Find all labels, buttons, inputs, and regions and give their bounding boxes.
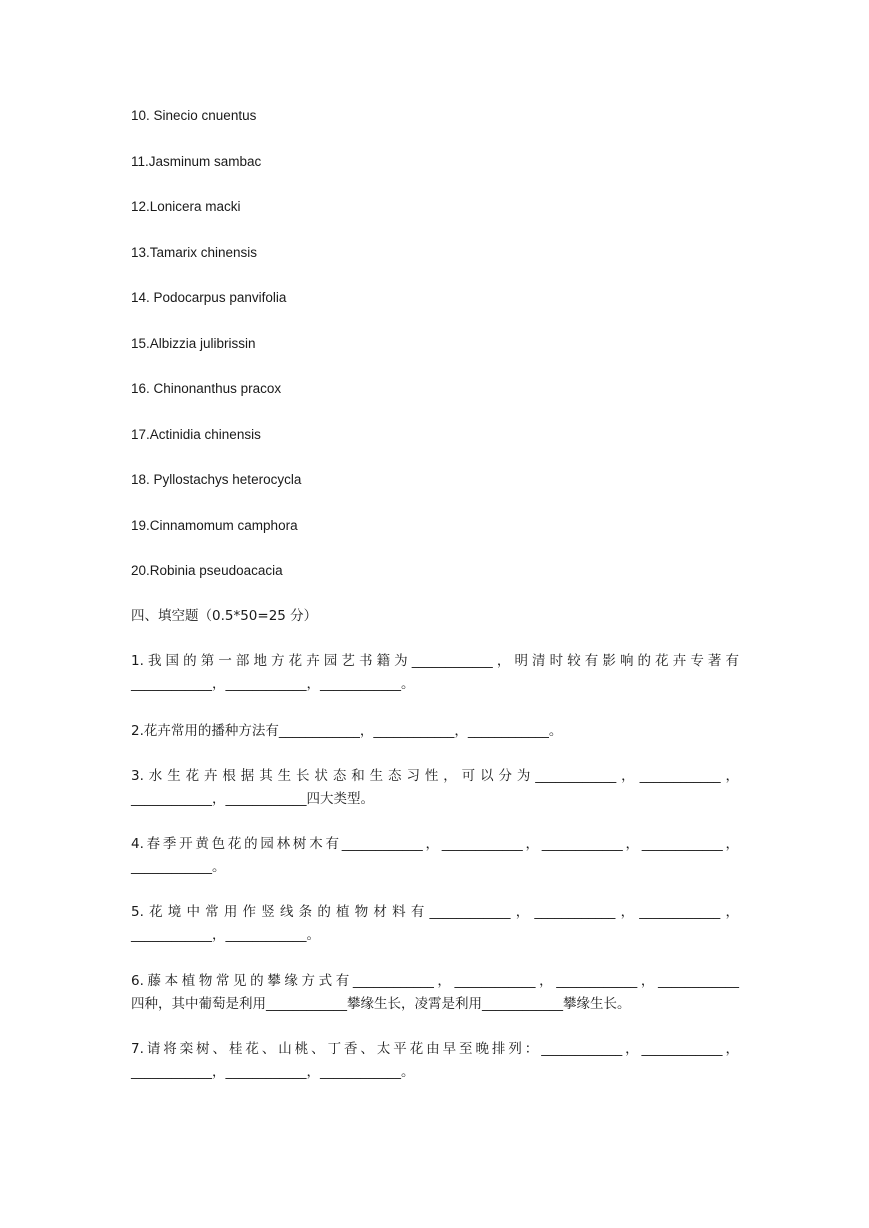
- plant-name-item: 20.Robinia pseudoacacia: [131, 563, 283, 578]
- question-line: ____________，____________。: [131, 927, 320, 943]
- question-line: 4.春季开黄色花的园林树木有____________，____________，____________，____________，: [131, 836, 739, 852]
- question-line: 5.花境中常用作竖线条的植物材料有____________，____________，____________，: [131, 904, 739, 920]
- fill-blank-question: [131, 720, 739, 743]
- fill-blank-question: [131, 650, 739, 696]
- plant-name-item: 16. Chinonanthus pracox: [131, 381, 282, 396]
- question-line: 7.请将栾树、桂花、山桃、丁香、太平花由早至晚排列：____________，____________，: [131, 1041, 739, 1057]
- question-line: 2.花卉常用的播种方法有____________，____________，____________。: [131, 723, 563, 739]
- plant-name-item: 14. Podocarpus panvifolia: [131, 290, 287, 305]
- question-line: 6.藤本植物常见的攀缘方式有____________，____________，____________，____________: [131, 973, 739, 989]
- plant-name-item: 11.Jasminum sambac: [131, 154, 262, 169]
- question-line: 四种，其中葡萄是利用____________攀缘生长，凌霄是利用____________攀缘生长。: [131, 996, 631, 1012]
- fill-blank-question: [131, 833, 739, 879]
- plant-name-item: 13.Tamarix chinensis: [131, 245, 258, 260]
- question-line: ____________，____________四大类型。: [131, 791, 374, 807]
- plant-name-item: 18. Pyllostachys heterocycla: [131, 472, 302, 487]
- question-line: 1.我国的第一部地方花卉园艺书籍为____________，明清时较有影响的花卉专著有: [131, 653, 739, 669]
- question-line: ____________，____________，____________。: [131, 676, 415, 692]
- fill-blank-question: [131, 901, 739, 947]
- plant-name-item: 10. Sinecio cnuentus: [131, 108, 257, 123]
- question-line: 3.水生花卉根据其生长状态和生态习性，可以分为____________，____________，: [131, 768, 739, 784]
- plant-name-item: 19.Cinnamomum camphora: [131, 518, 298, 533]
- plant-name-item: 17.Actinidia chinensis: [131, 427, 261, 442]
- fill-blank-question: [131, 970, 739, 1016]
- plant-name-item: 12.Lonicera macki: [131, 199, 241, 214]
- plant-name-item: 15.Albizzia julibrissin: [131, 336, 256, 351]
- fill-blank-question: [131, 1038, 739, 1084]
- question-line: ____________。: [131, 859, 226, 875]
- question-line: ____________，____________，____________。: [131, 1064, 415, 1080]
- fill-blank-question: [131, 765, 739, 811]
- section-title: 四、填空题（0.5*50=25 分）: [131, 608, 318, 624]
